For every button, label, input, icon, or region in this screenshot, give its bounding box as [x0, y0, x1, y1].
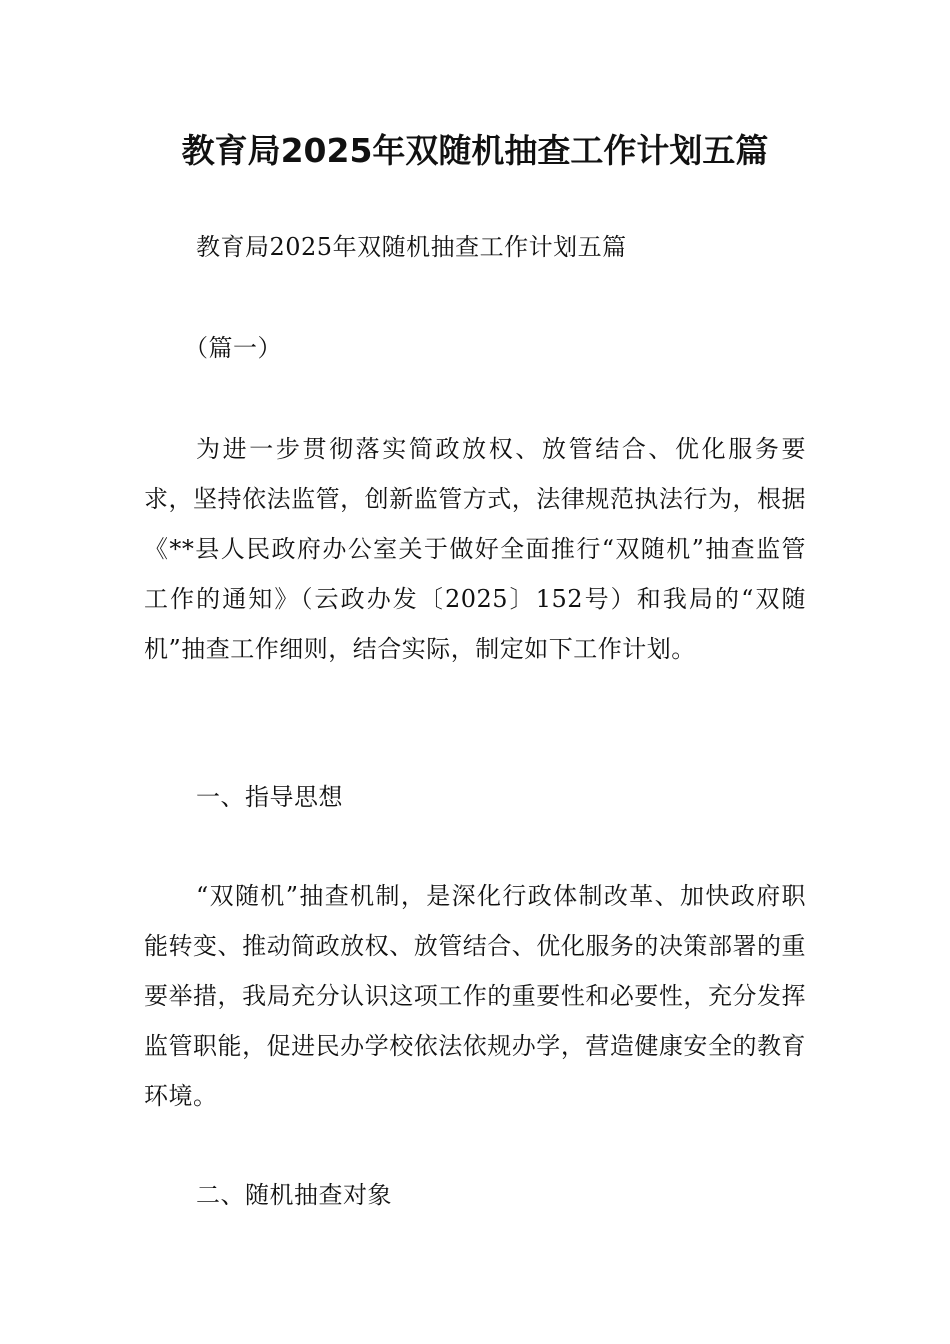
- section-heading-random-inspection-targets: 二、随机抽查对象: [196, 1181, 392, 1209]
- document-title: 教育局2025年双随机抽查工作计划五篇: [181, 131, 769, 170]
- part-marker: （篇一）: [184, 334, 282, 362]
- intro-paragraph: 为进一步贯彻落实简政放权、放管结合、优化服务要求，坚持依法监管，创新监管方式，法律规范执法行为，根据《**县人民政府办公室关于做好全面推行“双随机”抽查监管工作的通知》（云政办发〔2025〕152号）和我局的“双随机”抽查工作细则，结合实际，制定如下工作计划。: [144, 435, 806, 663]
- document-subtitle: 教育局2025年双随机抽查工作计划五篇: [196, 233, 627, 261]
- section-paragraph-guiding-ideology: “双随机”抽查机制，是深化行政体制改革、加快政府职能转变、推动简政放权、放管结合、优化服务的决策部署的重要举措，我局充分认识这项工作的重要性和必要性，充分发挥监管职能，促进民办学校依法依规办学，营造健康安全的教育环境。: [144, 882, 806, 1110]
- section-heading-guiding-ideology: 一、指导思想: [196, 783, 343, 811]
